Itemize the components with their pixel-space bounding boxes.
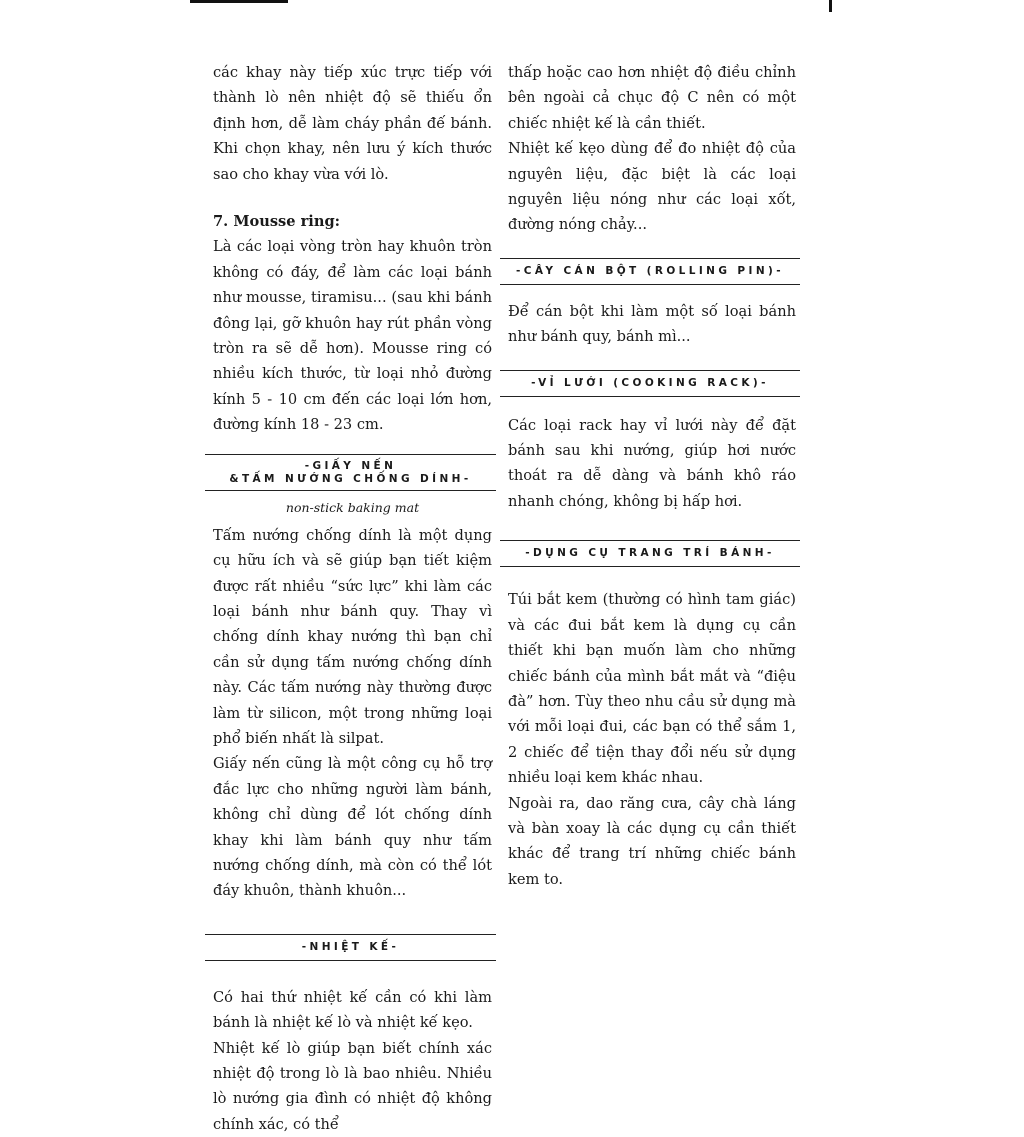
section-heading-parchment-line2: &TẤM NƯỚNG CHỐNG DÍNH-: [229, 472, 472, 485]
right-column: [508, 60, 796, 892]
decorating-paragraph-1: Túi bắt kem (thường có hình tam giác) và các đui bắt kem là dụng cụ cần thiết khi bạn muốn làm cho những chiếc bánh của mình bắt mắt và “điệu đà” hơn. Tùy theo nhu cầu sử dụng mà với mỗi loại đui, các bạn có thể sắm 1, 2 chiếc để tiện thay đổi nếu sử dụng nhiều loại kem khác nhau.: [508, 591, 796, 787]
parchment-paragraph-1: Tấm nướng chống dính là một dụng cụ hữu ích và sẽ giúp bạn tiết kiệm được rất nhiều “sức lực” khi làm các loại bánh như bánh quy. Thay vì chống dính khay nướng thì bạn chỉ cần sử dụng tấm nướng chống dính này. Các tấm nướng này thường được làm từ silicon, một trong những loại phổ biến nhất là silpat.: [213, 526, 492, 747]
section-heading-cooking-rack: -VỈ LƯỚI (COOKING RACK)-: [500, 370, 800, 397]
rolling-pin-paragraph: Để cán bột khi làm một số loại bánh như bánh quy, bánh mì...: [508, 302, 796, 346]
page-corner-mark: [829, 0, 832, 12]
section-heading-decorating-tools: -DỤNG CỤ TRANG TRÍ BÁNH-: [500, 540, 800, 567]
thermometer-paragraph-2: Nhiệt kế lò giúp bạn biết chính xác nhiệt độ trong lò là bao nhiêu. Nhiều lò nướng gia đình có nhiệt độ không chính xác, có thể: [213, 1039, 492, 1133]
candy-thermometer-paragraph: Nhiệt kế kẹo dùng để đo nhiệt độ của nguyên liệu, đặc biệt là các loại nguyên liệu nóng như các loại xốt, đường nóng chảy...: [508, 140, 796, 234]
section-heading-rolling-pin: -CÂY CÁN BỘT (ROLLING PIN)-: [500, 258, 800, 285]
parchment-paragraph-2: Giấy nến cũng là một công cụ hỗ trợ đắc lực cho những người làm bánh, không chỉ dùng để lót chống dính khay khi làm bánh quy như tấm nướng chống dính, mà còn có thể lót đáy khuôn, thành khuôn...: [213, 755, 492, 900]
mousse-ring-heading: 7. Mousse ring:: [213, 213, 341, 231]
top-edge-rule: [190, 0, 288, 3]
mousse-ring-paragraph: Là các loại vòng tròn hay khuôn tròn không có đáy, để làm các loại bánh như mousse, tiramisu... (sau khi bánh đông lại, gỡ khuôn hay rút phần vòng tròn ra sẽ dễ hơn). Mousse ring có nhiều kích thước, từ loại nhỏ đường kính 5 - 10 cm đến các loại lớn hơn, đường kính 18 - 23 cm.: [213, 238, 492, 434]
section-heading-parchment-line1: -GIẤY NẾN: [304, 459, 397, 472]
section-heading-parchment: [205, 454, 496, 491]
section-subtitle-parchment: non-stick baking mat: [285, 499, 420, 515]
intro-paragraph: các khay này tiếp xúc trực tiếp với thành lò nên nhiệt độ sẽ thiếu ổn định hơn, dễ làm cháy phần đế bánh. Khi chọn khay, nên lưu ý kích thước sao cho khay vừa với lò.: [213, 64, 492, 183]
section-heading-thermometer: -NHIỆT KẾ-: [205, 934, 496, 961]
left-column: [213, 60, 492, 1137]
decorating-paragraph-2: Ngoài ra, dao răng cưa, cây chà láng và bàn xoay là các dụng cụ cần thiết khác để trang trí những chiếc bánh kem to.: [508, 794, 796, 888]
continued-paragraph: thấp hoặc cao hơn nhiệt độ điều chỉnh bên ngoài cả chục độ C nên có một chiếc nhiệt kế là cần thiết.: [508, 64, 796, 132]
cooking-rack-paragraph: Các loại rack hay vỉ lưới này để đặt bánh sau khi nướng, giúp hơi nước thoát ra dễ dàng và bánh khô ráo nhanh chóng, không bị hấp hơi.: [508, 416, 796, 510]
thermometer-paragraph-1: Có hai thứ nhiệt kế cần có khi làm bánh là nhiệt kế lò và nhiệt kế kẹo.: [213, 988, 492, 1032]
